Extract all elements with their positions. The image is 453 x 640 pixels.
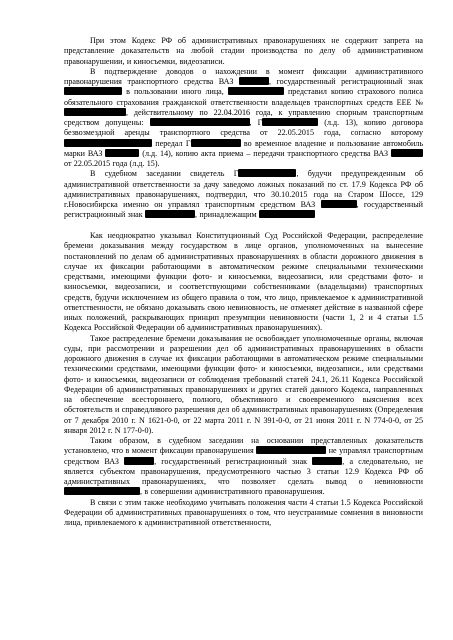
redaction-block: [239, 77, 269, 85]
redaction-block: [150, 118, 250, 126]
paragraph-conclusion: [64, 436, 423, 498]
redaction-block: [259, 210, 315, 218]
redaction-block: [321, 200, 357, 208]
redaction-block: [64, 108, 126, 116]
text-fragment: (л.д. 14), копию акта приема – передачи транспортного средства ВАЗ: [142, 148, 389, 158]
redaction-block: [191, 139, 241, 147]
text-fragment: ,: [249, 118, 252, 127]
text-fragment: В подтверждение доводов о нахождении в момент фиксации административного правонарушения транспортного средства ВАЗ: [64, 66, 423, 86]
redaction-block: [262, 118, 318, 126]
redaction-block: [145, 210, 195, 218]
paragraph-evidence-stage: При этом Кодекс РФ об административных правонарушениях не содержит запрета на представление доказательств на любой стадии производства по делу об административном правонарушении, и киносъемки, видеозаписи.: [64, 36, 423, 66]
redaction-block: [64, 139, 152, 147]
text-fragment: Таким образом, в судебном заседании на основании представленных доказательств установлено, что в момент фиксации правонарушения: [64, 436, 423, 456]
text-fragment: , будучи предупрежденным об административной ответственности за дачу заведомо ложных показаний по ст. 17.9 Кодекса РФ об административных правонарушениях, подтвердил, что 30.10.2015 года на Старом Шоссе, 129 г.Новосибирска именно он управлял транспортным средством ВАЗ: [64, 169, 423, 209]
paragraph-constitutional-court: Как неоднократно указывал Конституционный Суд Российской Федерации, распределение бремени доказывания между государством в лице органов, уполномоченных на вынесение постановлений по делам об административных правонарушениях в области дорожного движения в случае их фиксации работающими в автоматическом режиме специальными техническими средствами, имеющими функции фото- и киносъемки, видеозаписи, или средствами фото- и киносъемки, видеозаписи, и соответствующими собственниками (владельцами) транспортных средств, будучи исключением из общего правила о том, что лицо, привлекаемое к административной ответственности, не обязано доказывать свою невиновность, не отменяет действие в названной сфере иных положений, раскрывающих принцип презумпции невиновности (части 1, 2 и 4 статьи 1.5 Кодекса Российской Федерации об административных правонарушениях).: [64, 231, 423, 333]
text-fragment: в пользовании иного лица,: [126, 87, 224, 97]
text-fragment: , принадлежащим: [195, 210, 257, 220]
text-fragment: В судебном заседании свидетель Г: [90, 169, 239, 179]
paragraph-presumption-doubt: В связи с этим также необходимо учитывать положения части 4 статьи 1.5 Кодекса Российской Федерации об административных правонарушениях о том, что неустранимые сомнения в виновности лица, привлекаемого к административной ответственности,: [64, 497, 423, 527]
text-fragment: не управлял транспортным средством ВАЗ: [64, 446, 424, 466]
text-fragment: во временное владение и пользование автомобиль марки ВАЗ: [64, 138, 424, 158]
paragraph-burden-of-proof: Такое распределение бремени доказывания не освобождает уполномоченные органы, включая суды, при рассмотрении и разрешении дел об административных правонарушениях в области дорожного движения в случае их фиксации работающими в автоматическом режиме специальными техническими средствами, имеющими функции фото- и киносъемки, видеозаписи., или средствами фото- и киносъемки, видеозаписи от соблюдения требований статей 24.1, 26.11 Кодекса Российской Федерации об административных правонарушениях и других статей данного Кодекса, направленных на обеспечение всестороннего, полного, объективного и своевременного выяснения всех обстоятельств и справедливого разрешения дел об административных правонарушениях (Определения от 7 декабря 2010 г. N 1621-0-0, от 22 марта 2011 г. N 391-0-0, от 21 июня 2011 г. N 774-0-0, от 25 января 2012 г. N 177-0-0).: [64, 333, 423, 435]
paragraph-insurance-evidence: [64, 67, 423, 170]
redaction-block: [238, 169, 296, 177]
redaction-block: [312, 457, 342, 465]
text-fragment: , действительному по 22.04.2016 года, к управлению спорным транспортным средством допущены:: [64, 107, 423, 127]
text-fragment: от 22.05.2015 года (л.д. 15).: [64, 159, 160, 168]
text-fragment: , в совершении административного правонарушения.: [140, 487, 325, 497]
redaction-block: [256, 446, 326, 454]
redaction-block: [228, 87, 284, 95]
redaction-block: [64, 87, 122, 95]
text-fragment: , а следовательно, не является субъектом правонарушения, предусмотренного частью 3 статьи 12.9 Кодекса РФ об административных правонарушениях, что позволяет сделать вывод о невиновности: [64, 456, 423, 486]
text-fragment: представил копию страхового полиса обязательного страхования гражданской ответственности владельцев транспортных средств ЕЕЕ №: [64, 87, 424, 107]
redaction-block: [391, 149, 423, 157]
redaction-block: [124, 457, 154, 465]
paragraph-witness-testimony: [64, 169, 423, 220]
text-fragment: , государственный регистрационный знак: [154, 456, 308, 466]
redaction-block: [64, 487, 140, 495]
text-fragment: передал Г: [155, 138, 191, 148]
text-fragment: , государственный регистрационный знак: [268, 77, 424, 86]
text-fragment: , государственный регистрационный знак: [64, 200, 424, 220]
text-fragment: Г: [257, 118, 263, 127]
text-fragment: (л.д. 13), копию договора безвозмездной аренды транспортного средства от 22.05.2015 года, согласно которому: [64, 118, 423, 138]
redaction-block: [105, 149, 139, 157]
